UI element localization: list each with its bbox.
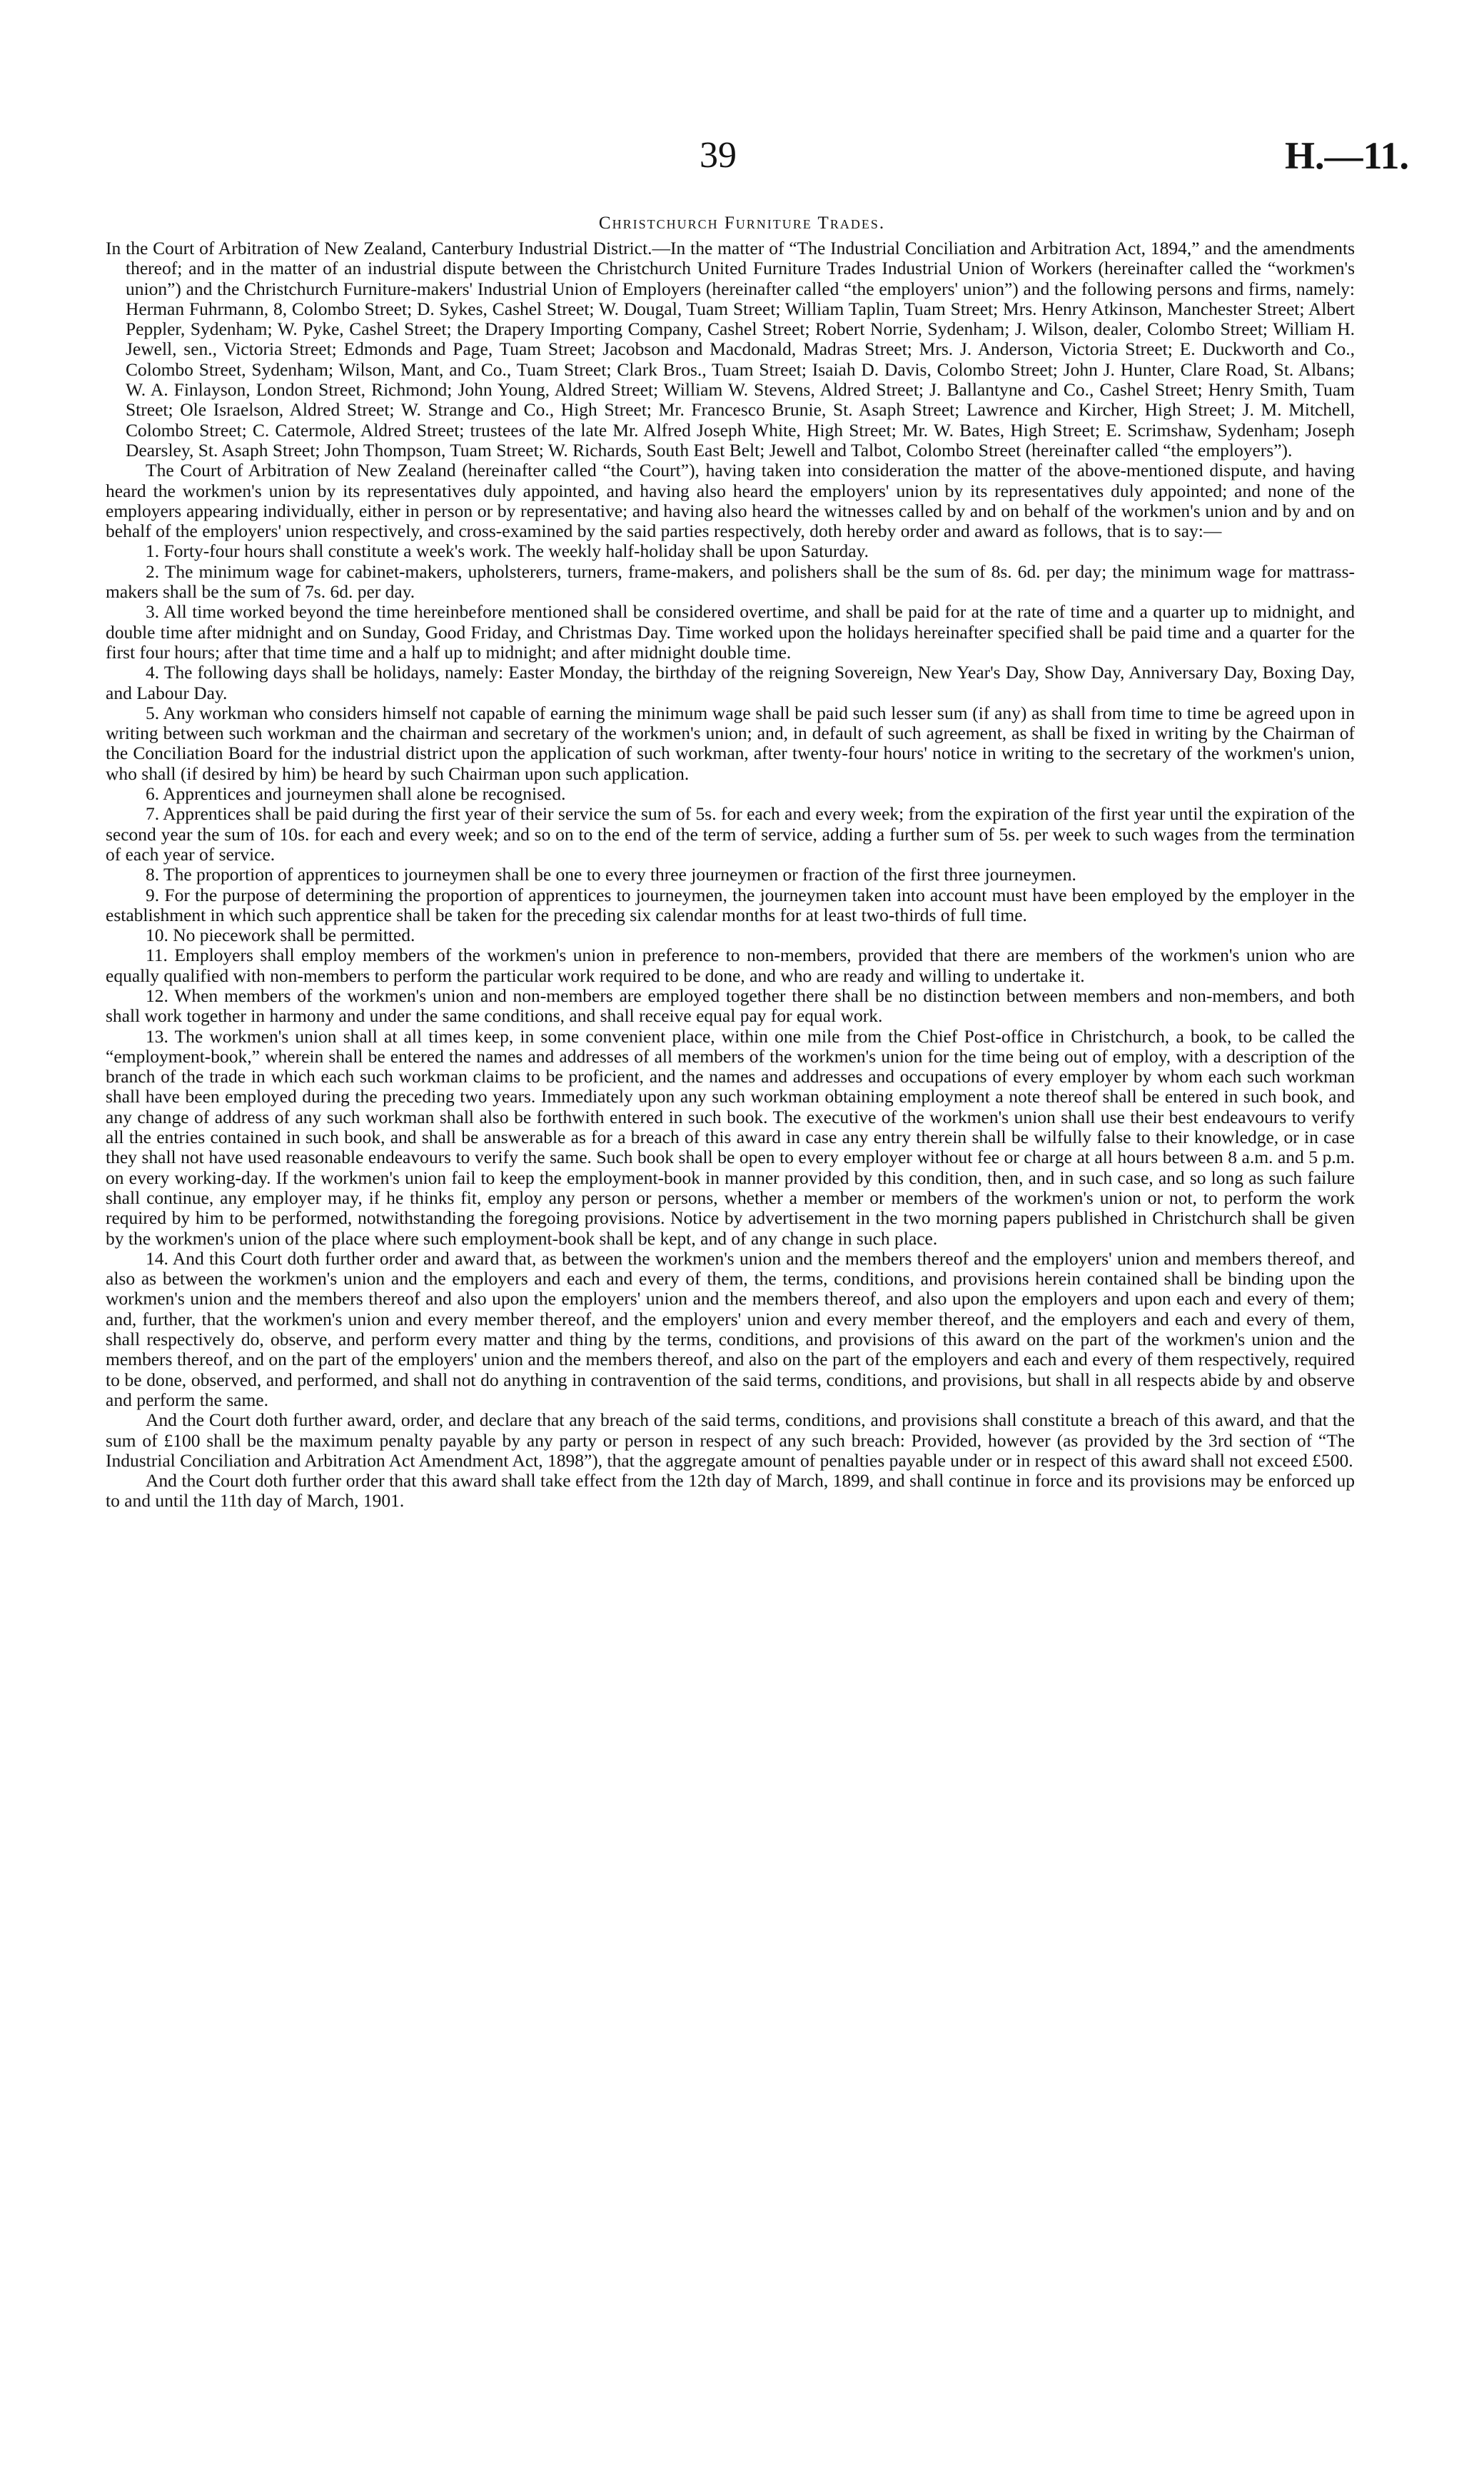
section-heading: Christchurch Furniture Trades.	[598, 213, 886, 233]
effective-date-paragraph: And the Court doth further order that this award shall take effect from the 12th day of March, 1899, and shall continue in force and its provisions may be enforced up to and until the 11th day of March, 1901.	[106, 1470, 1355, 1512]
clause-6: 6. Apprentices and journeymen shall alone be recognised.	[146, 783, 566, 805]
clause-5: 5. Any workman who considers himself not capable of earning the minimum wage shall be paid such lesser sum (if any) as shall from time to time be agreed upon in writing between such workman and the chairman and secretary of the workmen's union; and, in default of such agreement, as shall be fixed in writing by the Chairman of the Conciliation Board for the industrial district upon the application of such workman, after twenty-four hours' notice in writing to the secretary of the workmen's union, who shall (if desired by him) be heard by such Chairman upon such application.	[106, 702, 1355, 784]
page-number: 39	[700, 135, 737, 176]
clause-2: 2. The minimum wage for cabinet-makers, upholsterers, turners, frame-makers, and polishers shall be the sum of 8s. 6d. per day; the minimum wage for mattrass-makers shall be the sum of 7s. 6d. per day.	[106, 560, 1355, 603]
penalty-paragraph: And the Court doth further award, order, and declare that any breach of the said terms, conditions, and provisions shall constitute a breach of this award, and that the sum of £100 shall be the maximum penalty payable by any party or person in respect of any such breach: Provided, however (as provided by the 3rd section of “The Industrial Conciliation and Arbitration Act Amendment Act, 1898”), that the aggregate amount of penalties payable under or in respect of this award shall not exceed £500.	[106, 1409, 1355, 1471]
intro-paragraph: In the Court of Arbitration of New Zealand, Canterbury Industrial District.—In the matter of “The Industrial Conciliation and Arbitration Act, 1894,” and the amendments thereof; and in the matter of an industrial dispute between the Christchurch United Furniture Trades Industrial Union of Workers (hereinafter called the “workmen's union”) and the Christchurch Furniture-makers' Industrial Union of Employers (hereinafter called “the employers' union”) and the following persons and firms, namely: Herman Fuhrmann, 8, Colombo Street; D. Sykes, Cashel Street; W. Dougal, Tuam Street; William Taplin, Tuam Street; Mrs. Henry Atkinson, Manchester Street; Albert Peppler, Sydenham; W. Pyke, Cashel Street; the Drapery Importing Company, Cashel Street; Robert Norrie, Sydenham; J. Wilson, dealer, Colombo Street; William H. Jewell, sen., Victoria Street; Edmonds and Page, Tuam Street; Jacobson and Macdonald, Madras Street; Mrs. J. Anderson, Victoria Street; E. Duckworth and Co., Colombo Street, Sydenham; Wilson, Mant, and Co., Tuam Street; Clark Bros., Tuam Street; Isaiah D. Davis, Colombo Street; John J. Hunter, Clare Road, St. Albans; W. A. Finlayson, London Street, Richmond; John Young, Aldred Street; William W. Stevens, Aldred Street; J. Ballantyne and Co., Cashel Street; Henry Smith, Tuam Street; Ole Israelson, Aldred Street; W. Strange and Co., High Street; Mr. Francesco Brunie, St. Asaph Street; Lawrence and Kircher, High Street; J. M. Mitchell, Colombo Street; C. Catermole, Aldred Street; trustees of the late Mr. Alfred Joseph White, High Street; Mr. W. Bates, High Street; E. Scrimshaw, Sydenham; Joseph Dearsley, St. Asaph Street; John Thompson, Tuam Street; W. Richards, South East Belt; Jewell and Talbot, Colombo Street (hereinafter called “the employers”).	[106, 238, 1355, 461]
preamble-paragraph: The Court of Arbitration of New Zealand (hereinafter called “the Court”), having taken into consideration the matter of the above-mentioned dispute, and having heard the workmen's union by its representatives duly appointed, and having also heard the employers' union by its representatives duly appointed; and none of the employers appearing individually, either in person or by representative; and having also heard the witnesses called by and on behalf of the workmen's union and by and on behalf of the employers' union respectively, and cross-examined by the said parties respectively, doth hereby order and award as follows, that is to say:—	[106, 460, 1355, 542]
document-body	[106, 238, 1355, 1512]
series-reference: H.—11.	[1285, 134, 1410, 177]
clause-7: 7. Apprentices shall be paid during the first year of their service the sum of 5s. for each and every week; from the expiration of the first year until the expiration of the second year the sum of 10s. for each and every week; and so on to the end of the term of service, adding a further sum of 5s. per week to such wages from the termination of each year of service.	[106, 803, 1355, 865]
clause-14: 14. And this Court doth further order and award that, as between the workmen's union and the members thereof and the employers' union and members thereof, and also as between the workmen's union and the employers and each and every of them, the terms, conditions, and provisions herein contained shall be binding upon the workmen's union and the members thereof and also upon the employers' union and the members thereof, and also upon the employers and upon each and every of them; and, further, that the workmen's union and every member thereof, and the employers' union and every member thereof, and the employers and each and every of them, shall respectively do, observe, and perform every matter and thing by the terms, conditions, and provisions of this award on the part of the workmen's union and the members thereof, and on the part of the employers' union and the members thereof, and also on the part of the employers and each and every of them respectively, required to be done, observed, and performed, and shall not do anything in contravention of the said terms, conditions, and provisions, but shall in all respects abide by and observe and perform the same.	[106, 1247, 1355, 1410]
clause-8: 8. The proportion of apprentices to journeymen shall be one to every three journeymen or fraction of the first three journeymen.	[146, 864, 1076, 885]
clause-11: 11. Employers shall employ members of the workmen's union in preference to non-members, provided that there are members of the workmen's union who are equally qualified with non-members to perform the particular work required to be done, and who are ready and willing to undertake it.	[106, 945, 1355, 986]
clause-10: 10. No piecework shall be permitted.	[146, 925, 415, 946]
clause-3: 3. All time worked beyond the time hereinbefore mentioned shall be considered overtime, and shall be paid for at the rate of time and a quarter up to midnight, and double time after midnight and on Sunday, Good Friday, and Christmas Day. Time worked upon the holidays hereinafter specified shall be paid time and a quarter for the first four hours; after that time time and a half up to midnight; and after midnight double time.	[106, 601, 1355, 663]
clause-4: 4. The following days shall be holidays, namely: Easter Monday, the birthday of the reigning Sovereign, New Year's Day, Show Day, Anniversary Day, Boxing Day, and Labour Day.	[106, 662, 1355, 703]
clause-9: 9. For the purpose of determining the proportion of apprentices to journeymen, the journeymen taken into account must have been employed by the employer in the establishment in which such apprentice shall be taken for the preceding six calendar months for at least two-thirds of full time.	[106, 884, 1355, 925]
clause-12: 12. When members of the workmen's union and non-members are employed together there shall be no distinction between members and non-members, and both shall work together in harmony and under the same conditions, and shall receive equal pay for equal work.	[106, 985, 1355, 1027]
clause-13: 13. The workmen's union shall at all times keep, in some convenient place, within one mile from the Chief Post-office in Christchurch, a book, to be called the “employment-book,” wherein shall be entered the names and addresses of all members of the workmen's union for the time being out of employ, with a description of the branch of the trade in which each such workman claims to be proficient, and the names and addresses and occupations of every employer by whom each such workman shall have been employed during the preceding two years. Immediately upon any such workman obtaining employment a note thereof shall be entered in such book, and any change of address of any such workman shall also be forthwith entered in such book. The executive of the workmen's union shall use their best endeavours to verify all the entries contained in such book, and shall be answerable as for a breach of this award in case any entry therein shall be wilfully false to their knowledge, or in case they shall not have used reasonable endeavours to verify the same. Such book shall be open to every employer without fee or charge at all hours between 8 a.m. and 5 p.m. on every working-day. If the workmen's union fail to keep the employment-book in manner provided by this condition, then, and in such case, and so long as such failure shall continue, any employer may, if he thinks fit, employ any person or persons, whether a member or members of the workmen's union or not, to perform the work required by him to be performed, notwithstanding the foregoing provisions. Notice by advertisement in the two morning papers published in Christchurch shall be given by the workmen's union of the place where such employment-book shall be kept, and of any change in such place.	[106, 1025, 1355, 1249]
clause-1: 1. Forty-four hours shall constitute a week's work. The weekly half-holiday shall be upon Saturday.	[146, 540, 869, 562]
